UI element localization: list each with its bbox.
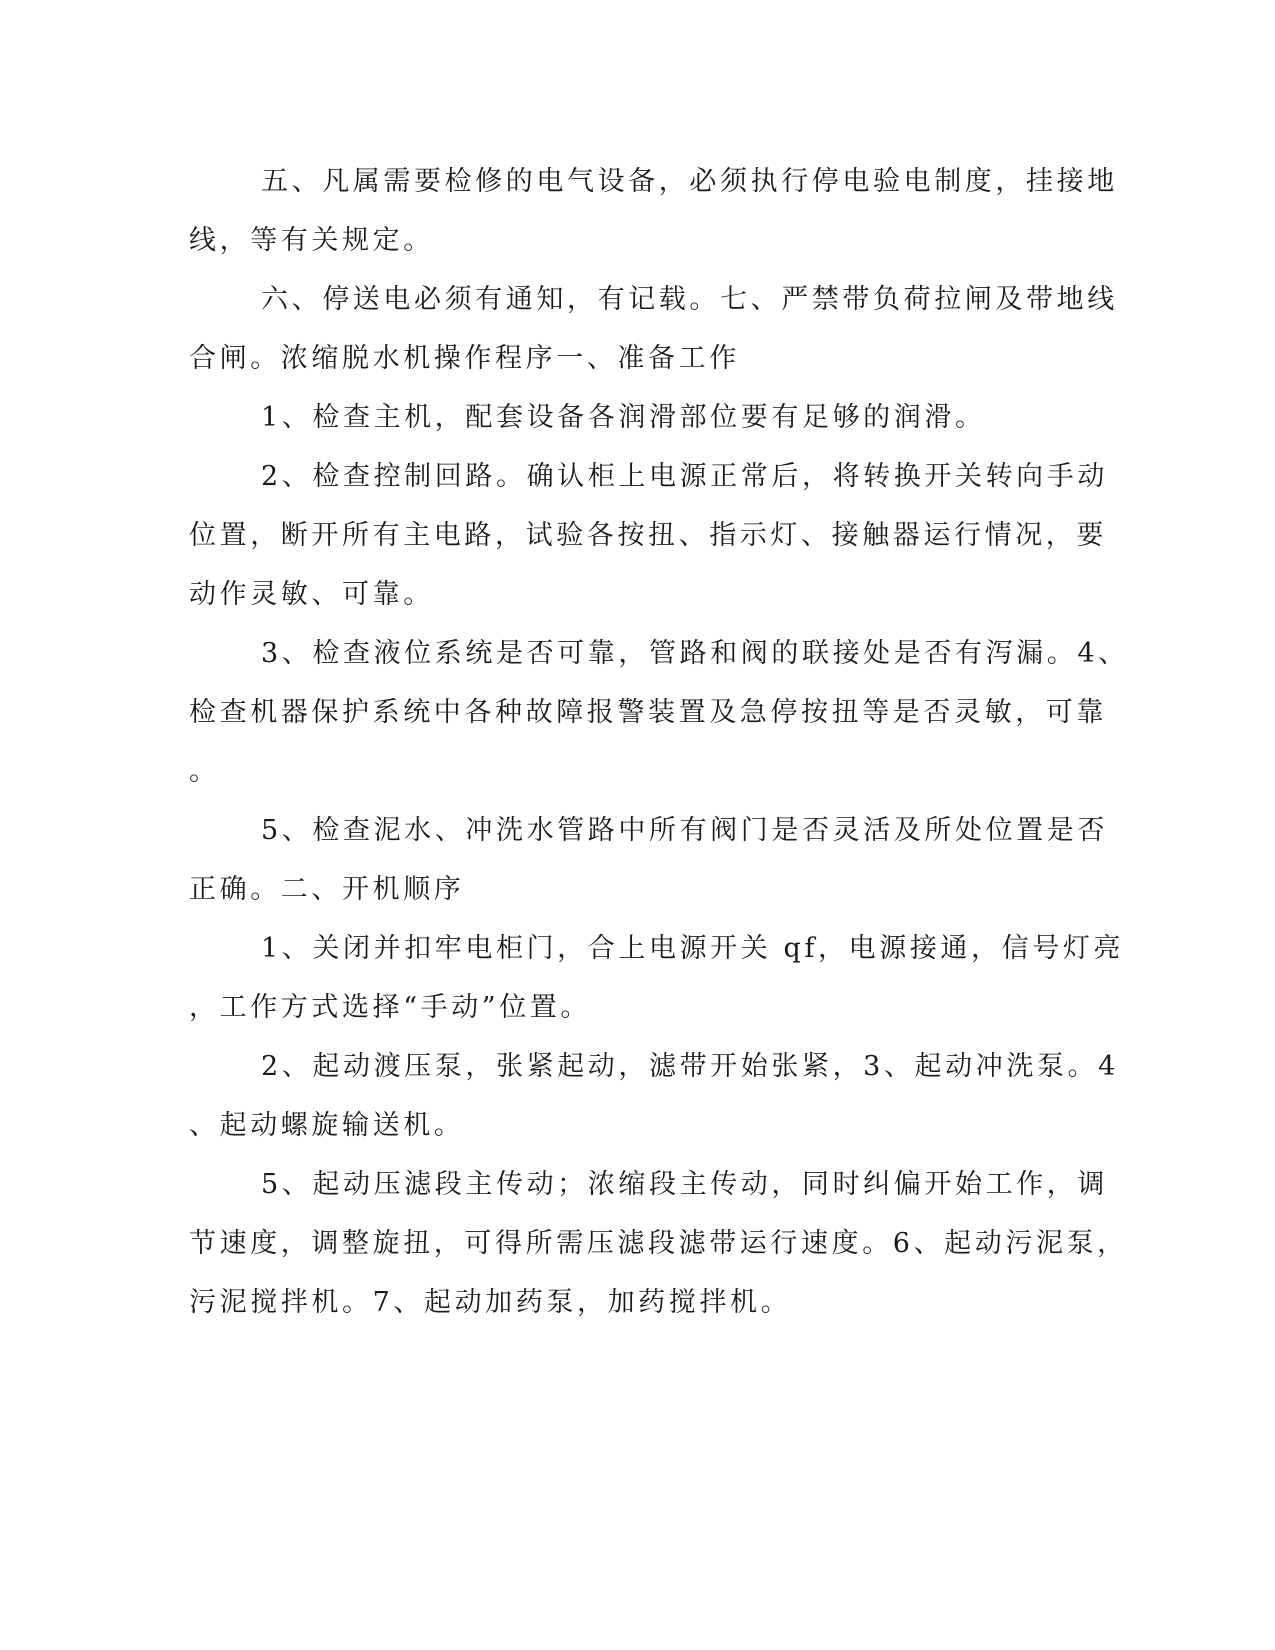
text-line: 1、检查主机，配套设备各润滑部位要有足够的润滑。 — [261, 402, 986, 433]
text-line: ，工作方式选择“手动”位置。 — [189, 992, 592, 1023]
text-line: 六、停送电必须有通知，有记载。七、严禁带负荷拉闸及带地线 — [261, 284, 1118, 315]
text-line: 1、关闭并扣牢电柜门，合上电源开关 qf，电源接通，信号灯亮 — [261, 933, 1125, 964]
text-line: 3、检查液位系统是否可靠，管路和阀的联接处是否有泻漏。4、 — [261, 638, 1129, 669]
document-body — [189, 152, 1129, 1332]
text-line: 位置，断开所有主电路，试验各按扭、指示灯、接触器运行情况，要 — [189, 520, 1107, 551]
text-line: 、起动螺旋输送机。 — [189, 1110, 465, 1141]
text-line: 线，等有关规定。 — [189, 225, 434, 256]
text-line: 动作灵敏、可靠。 — [189, 579, 434, 610]
text-line: 5、起动压滤段主传动；浓缩段主传动，同时纠偏开始工作，调 — [261, 1169, 1108, 1200]
text-line: 正确。二、开机顺序 — [189, 874, 465, 905]
text-line: 。 — [189, 756, 220, 787]
text-line: 2、检查控制回路。确认柜上电源正常后，将转换开关转向手动 — [261, 461, 1108, 492]
text-line: 检查机器保护系统中各种故障报警装置及急停按扭等是否灵敏，可靠 — [189, 697, 1107, 728]
text-line: 5、检查泥水、冲洗水管路中所有阀门是否灵活及所处位置是否 — [261, 815, 1108, 846]
text-line: 合闸。浓缩脱水机操作程序一、准备工作 — [189, 343, 740, 374]
text-line: 五、凡属需要检修的电气设备，必须执行停电验电制度，挂接地 — [261, 166, 1118, 197]
text-line: 节速度，调整旋扭，可得所需压滤段滤带运行速度。6、起动污泥泵， — [189, 1228, 1128, 1259]
text-line: 污泥搅拌机。7、起动加药泵，加药搅拌机。 — [189, 1287, 792, 1318]
text-line: 2、起动渡压泵，张紧起动，滤带开始张紧，3、起动冲洗泵。4 — [261, 1051, 1119, 1082]
